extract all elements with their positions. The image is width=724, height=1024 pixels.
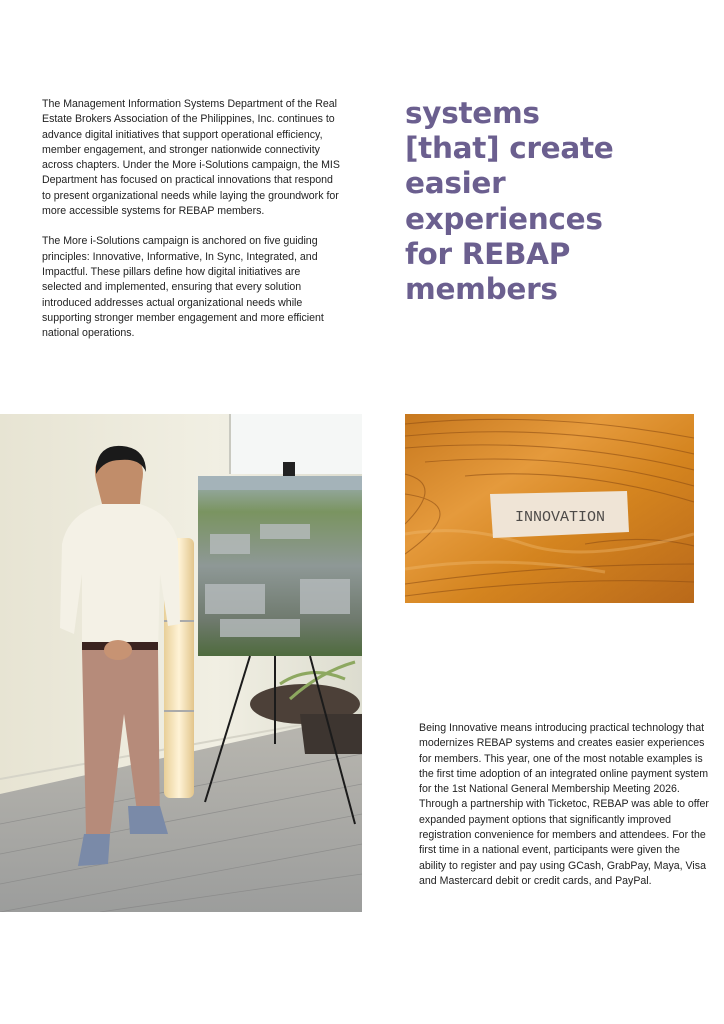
pull-quote-line: experiences xyxy=(405,201,603,236)
person-photo-illustration xyxy=(0,414,362,912)
pull-quote-line: for REBAP xyxy=(405,236,571,271)
innovation-photo-illustration xyxy=(405,414,694,603)
pull-quote xyxy=(405,96,705,307)
pull-quote-line: easier xyxy=(405,166,506,201)
pull-quote-line: members xyxy=(405,272,558,307)
innovation-label: INNOVATION xyxy=(514,509,606,526)
intro-text-block xyxy=(42,97,342,341)
innovative-section xyxy=(419,721,709,889)
person-photo xyxy=(0,414,362,912)
pull-quote-line: [that] create xyxy=(405,131,614,166)
intro-paragraph-1: The Management Information Systems Department of the Real Estate Brokers Association of the Philippines, Inc. continues to advance digital initiatives that support operational efficiency, member engagement, and stronger nationwide connectivity across chapters. Under the More i-Solutions campaign, the MIS Department has focused on practical innovations that respond to present organizational needs while laying the groundwork for more accessible systems for REBAP members. xyxy=(42,98,340,218)
intro-paragraph-2: The More i-Solutions campaign is anchored on five guiding principles: Innovative, Informative, In Sync, Integrated, and Impactful. These pillars define how digital initiatives are selected and implemented, ensuring that every solution introduced addresses actual organizational needs while supporting stronger member engagement and more efficient national operations. xyxy=(42,235,324,340)
innovation-photo xyxy=(405,414,694,603)
pull-quote-line: systems xyxy=(405,96,540,130)
innovative-paragraph: Being Innovative means introducing practical technology that modernizes REBAP systems and creates easier experiences for members. This year, one of the most notable examples is the first time adoption of an integrated online payment system for the 1st National General Membership Meeting 2026. Through a partnership with Ticketoc, REBAP was able to offer expanded payment options that significantly improved registration convenience for members and attendees. For the first time in a national event, participants were given the ability to register and pay using GCash, GrabPay, Maya, Visa and Mastercard debit or credit cards, and PayPal. xyxy=(419,722,709,887)
